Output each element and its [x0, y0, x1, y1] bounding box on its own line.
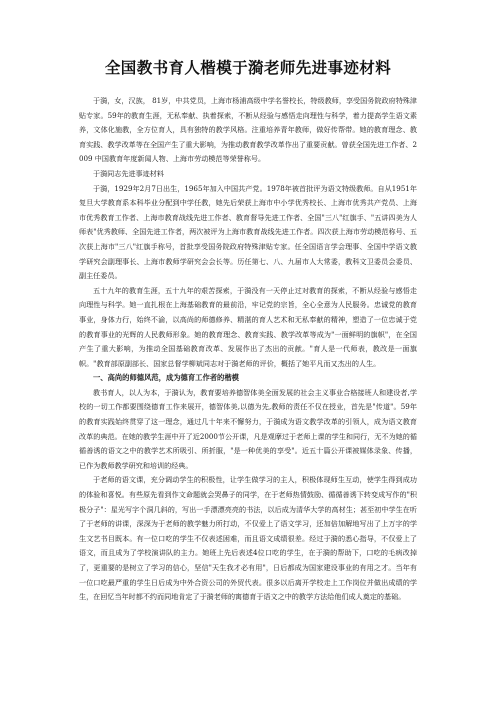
document-title: 全国教书育人楷模于漪老师先进事迹材料 — [104, 59, 392, 77]
biography-paragraph: 于漪，1929年2月7日出生，1965年加入中国共产党。1978年被首批评为语文特级教师。自从1951年复旦大学教育系本科毕业分配到中学任教，她先后荣获上海市中小学优秀校长、上海市优秀共产党员、上海市优秀教育工作者、上海市教育战线先进工作者、教育督导先进工作者、全国"三八"红旗手、"五讲四美为人师表"优秀教师、全国先进工作者，两次被评为上海市教育战线先进工作者。四次获上海市劳动模范称号、五次获上海市"三八"红旗手称号，首批享受国务院政府特殊津贴专家。任全国语言学会理事、全国中学语文教学研究会副理事长、上海市教师学研究会会长等。历任第七、八、九届市人大常委，教科文卫委员会委员、副主任委员。 — [79, 183, 417, 281]
ethics-paragraph: 教书育人，以人为本，于漪认为，教育要培养德智体美全面发展的社会主义事业合格接班人和建设者,学校的一切工作都要围绕德育工作来展开，德智体美,以德为先,教师的责任不仅在授业，首先是"传道"。59年的教育实践始终贯穿了这一理念，通过几十年来不懈努力，于漪成为语文教学改革的引领人，成为语文教育改革的典范。在她的教学生涯中开了近2000节公开课，凡是观摩过于老师上课的学生和同行，无不为她的循循善诱的语文之中的教学艺术所吸引、所折服，"是一种优美的享受"。近五十篇公开课被媒体录象、传播，已作为教师教学研究和培训的经典。 — [79, 387, 417, 470]
document-body — [79, 94, 417, 605]
intro-paragraph: 于漪，女，汉族， 81岁，中共党员，上海市杨浦高级中学名誉校长，特级教师，享受国务院政府特殊津贴专家。59年的教育生涯，无私奉献、执着探索，不断从经验与感悟走向理性与科学，着力提高学生语文素养，文体化施教，全方位育人，具有独特的教学风格。注重培养青年教师，做好传帮带。她的教育理念、教育实践、教学改革等在全国产生了重大影响，为推动教育教学改革作出了重要贡献。曾获全国先进工作者、2009 中国教育年度新闻人物、上海市劳动模范等荣誉称号。 — [79, 96, 417, 164]
section-heading: 一、高尚的师德风范，成为德育工作者的楷模 — [93, 373, 239, 383]
career-paragraph: 五十九年的教育生涯，五十九年的艰苦探索，于漪没有一天停止过对教育的探索，不断从经验与感悟走向理性与科学。她一直扎根在上海基础教育的最前沿，牢记党的宗旨，全心全意为人民服务。忠诚党的教育事业，身体力行，始终不渝，以高尚的师德修养、精湛的育人艺术和无私奉献的精神，塑造了一位忠诚于党的教育事业的光辉的人民教师形象。她的教育理念、教育实践、教学改革等成为"一面鲜明的旗帜"，在全国产生了重大影响，为推动全国基础教育改革、发展作出了杰出的贡献。"育人是一代师表，教改是一面旗帜。"教育部原副部长、国家总督学柳斌同志对于漪老师的评价，概括了她平凡而又杰出的人生。 — [79, 285, 417, 368]
teaching-paragraph: 于老师的语文课，充分调动学生的积极性，让学生做学习的主人，积极体现师生互动，使学生得到成功的体验和喜悦。有些原先看到作文命题就会哭鼻子的同学，在于老师热情鼓励、循循善诱下转变成写作的"积极分子"：星光写字个洞几斜的，写出一手漂漂亮亮的书法，以后成为清华大学的高材生；甚至初中学生在听了于老师的讲课，深深为于老师的教学魅力所打动，不仅爱上了语文学习，还加倍加解地写出了上万字的学生文艺书目既本。有一位口吃的学生不仅表述困难，而且语文成绩很差。经过于漪的悉心指导，不仅爱上了语文，而且成为了学校演讲队的主力。她班上先后表述4位口吃的学生，在于漪的帮助下，口吃的毛病改掉了，更重要的是树立了学习的信心，坚信"天生我才必有用"，日后都成为国家建设事业的有用之才。当年有一位口吃最严重的学生日后成为中外合资公司的外贸代表。很多以后离开学校走上工作岗位并做出成绩的学生，在回忆当年时都不约而同地肯定了于漪老师的寓德育于语文之中的教学方法给他们成人奠定的基础。 — [79, 475, 417, 602]
subtitle-line: 于漪同志先进事迹材料 — [93, 168, 164, 178]
